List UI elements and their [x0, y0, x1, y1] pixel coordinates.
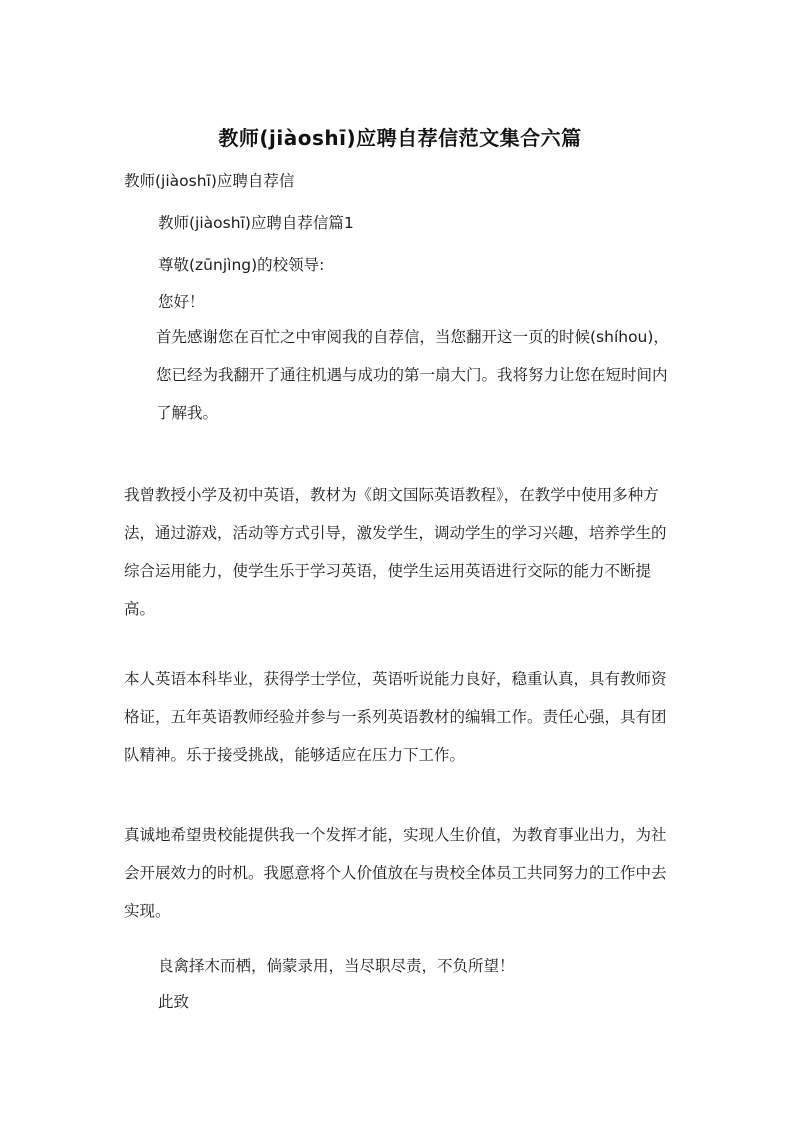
closing-salute: 此致	[158, 993, 190, 1011]
paragraph-intro	[124, 318, 676, 432]
greeting: 您好！	[158, 293, 205, 311]
document-title: 教师(jiàoshī)应聘自荐信范文集合六篇	[218, 126, 582, 150]
paragraph-aspiration: 真诚地希望贵校能提供我一个发挥才能，实现人生价值，为教育事业出力，为社会开展效力的时机。我愿意将个人价值放在与贵校全体员工共同努力的工作中去实现。	[124, 826, 667, 920]
paragraph-qualifications: 本人英语本科毕业，获得学士学位，英语听说能力良好，稳重认真，具有教师资格证，五年英语教师经验并参与一系列英语教材的编辑工作。责任心强，具有团队精神。乐于接受挑战，能够适应在压力下工作。	[124, 670, 667, 764]
salutation: 尊敬(zūnjìng)的校领导:	[158, 256, 325, 274]
paragraph-teaching-experience: 我曾教授小学及初中英语，教材为《朗文国际英语教程》，在教学中使用多种方法，通过游戏，活动等方式引导，激发学生，调动学生的学习兴趣，培养学生的综合运用能力，使学生乐于学习英语，使学生运用英语进行交际的能力不断提高。	[124, 486, 667, 618]
closing-line: 良禽择木而栖，倘蒙录用，当尽职尽责，不负所望！	[158, 957, 515, 975]
section-heading: 教师(jiàoshī)应聘自荐信篇1	[158, 214, 354, 232]
paragraph-intro-text: 首先感谢您在百忙之中审阅我的自荐信，当您翻开这一页的时候(shíhou)，您已经为我翻开了通往机遇与成功的第一扇大门。我将努力让您在短时间内了解我。	[156, 328, 669, 422]
document-subtitle: 教师(jiàoshī)应聘自荐信	[124, 172, 295, 190]
